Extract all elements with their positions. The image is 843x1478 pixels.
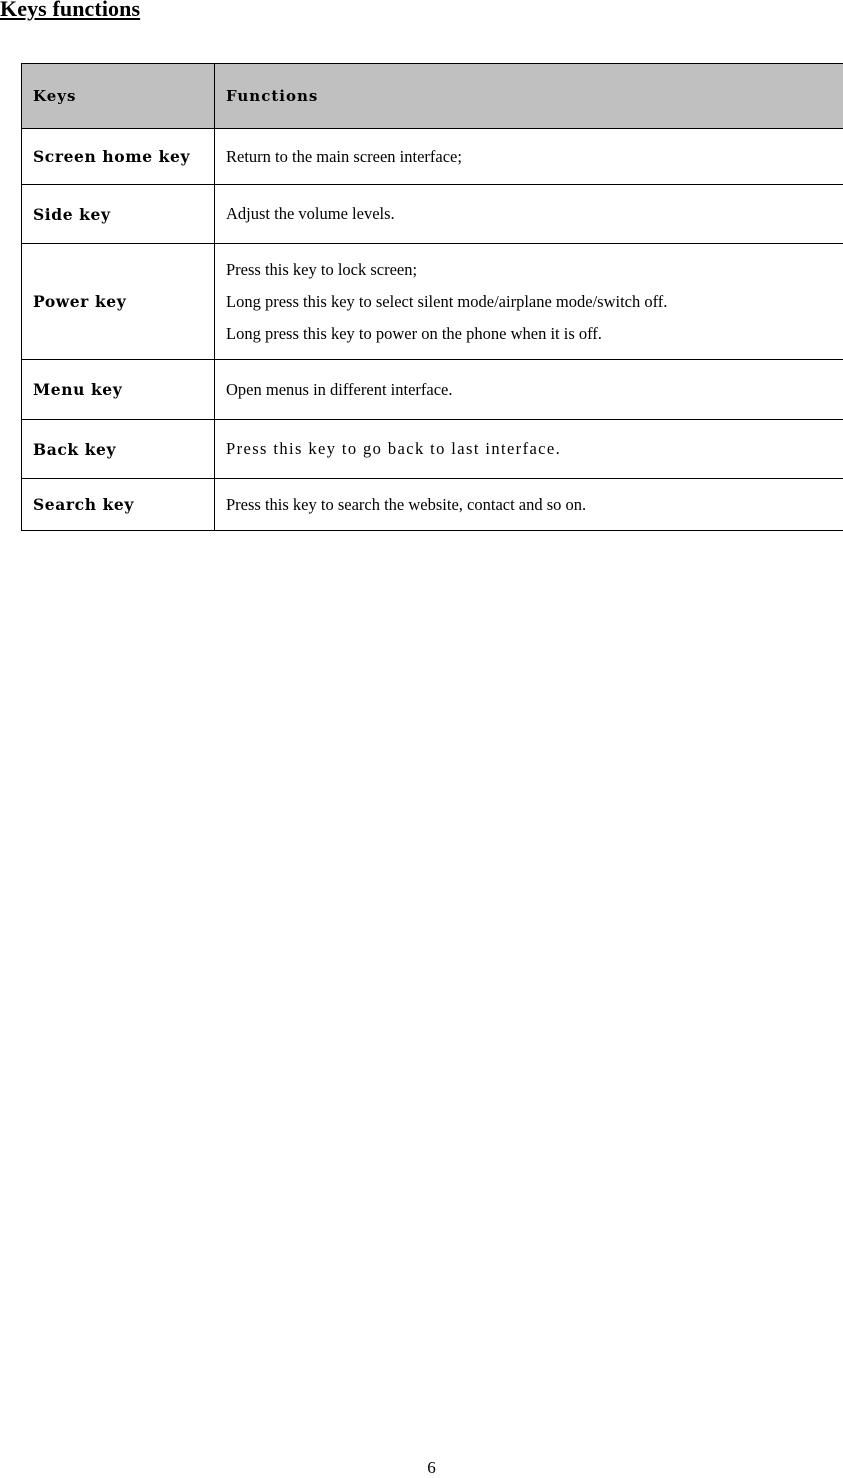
function-text: Press this key to lock screen; [226, 254, 843, 286]
table-row [22, 479, 843, 531]
key-name-side: Side key [22, 185, 215, 244]
function-text: Adjust the volume levels. [226, 198, 843, 230]
table-row [22, 244, 843, 360]
header-keys: Keys [22, 64, 215, 129]
function-text: Long press this key to select silent mode/airplane mode/switch off. [226, 286, 843, 318]
key-name-menu: Menu key [22, 360, 215, 420]
function-text: Return to the main screen interface; [226, 141, 843, 173]
function-text: Press this key to search the website, contact and so on. [226, 489, 843, 521]
keys-functions-table [21, 63, 843, 531]
function-cell [215, 479, 843, 531]
key-name-search: Search key [22, 479, 215, 531]
function-cell [215, 129, 843, 185]
table-header-row [22, 64, 843, 129]
header-functions: Functions [215, 64, 843, 129]
function-cell [215, 420, 843, 479]
table-row [22, 185, 843, 244]
key-name-power: Power key [22, 244, 215, 360]
table-row [22, 129, 843, 185]
function-text: Press this key to go back to last interface. [226, 433, 843, 465]
function-text: Long press this key to power on the phone when it is off. [226, 318, 843, 350]
page-number: 6 [0, 1458, 843, 1478]
key-name-back: Back key [22, 420, 215, 479]
key-name-screen-home: Screen home key [22, 129, 215, 185]
function-cell [215, 360, 843, 420]
function-cell [215, 185, 843, 244]
page-title: Keys functions [0, 0, 140, 22]
function-text: Open menus in different interface. [226, 374, 843, 406]
function-cell [215, 244, 843, 360]
table-row [22, 360, 843, 420]
table-row [22, 420, 843, 479]
